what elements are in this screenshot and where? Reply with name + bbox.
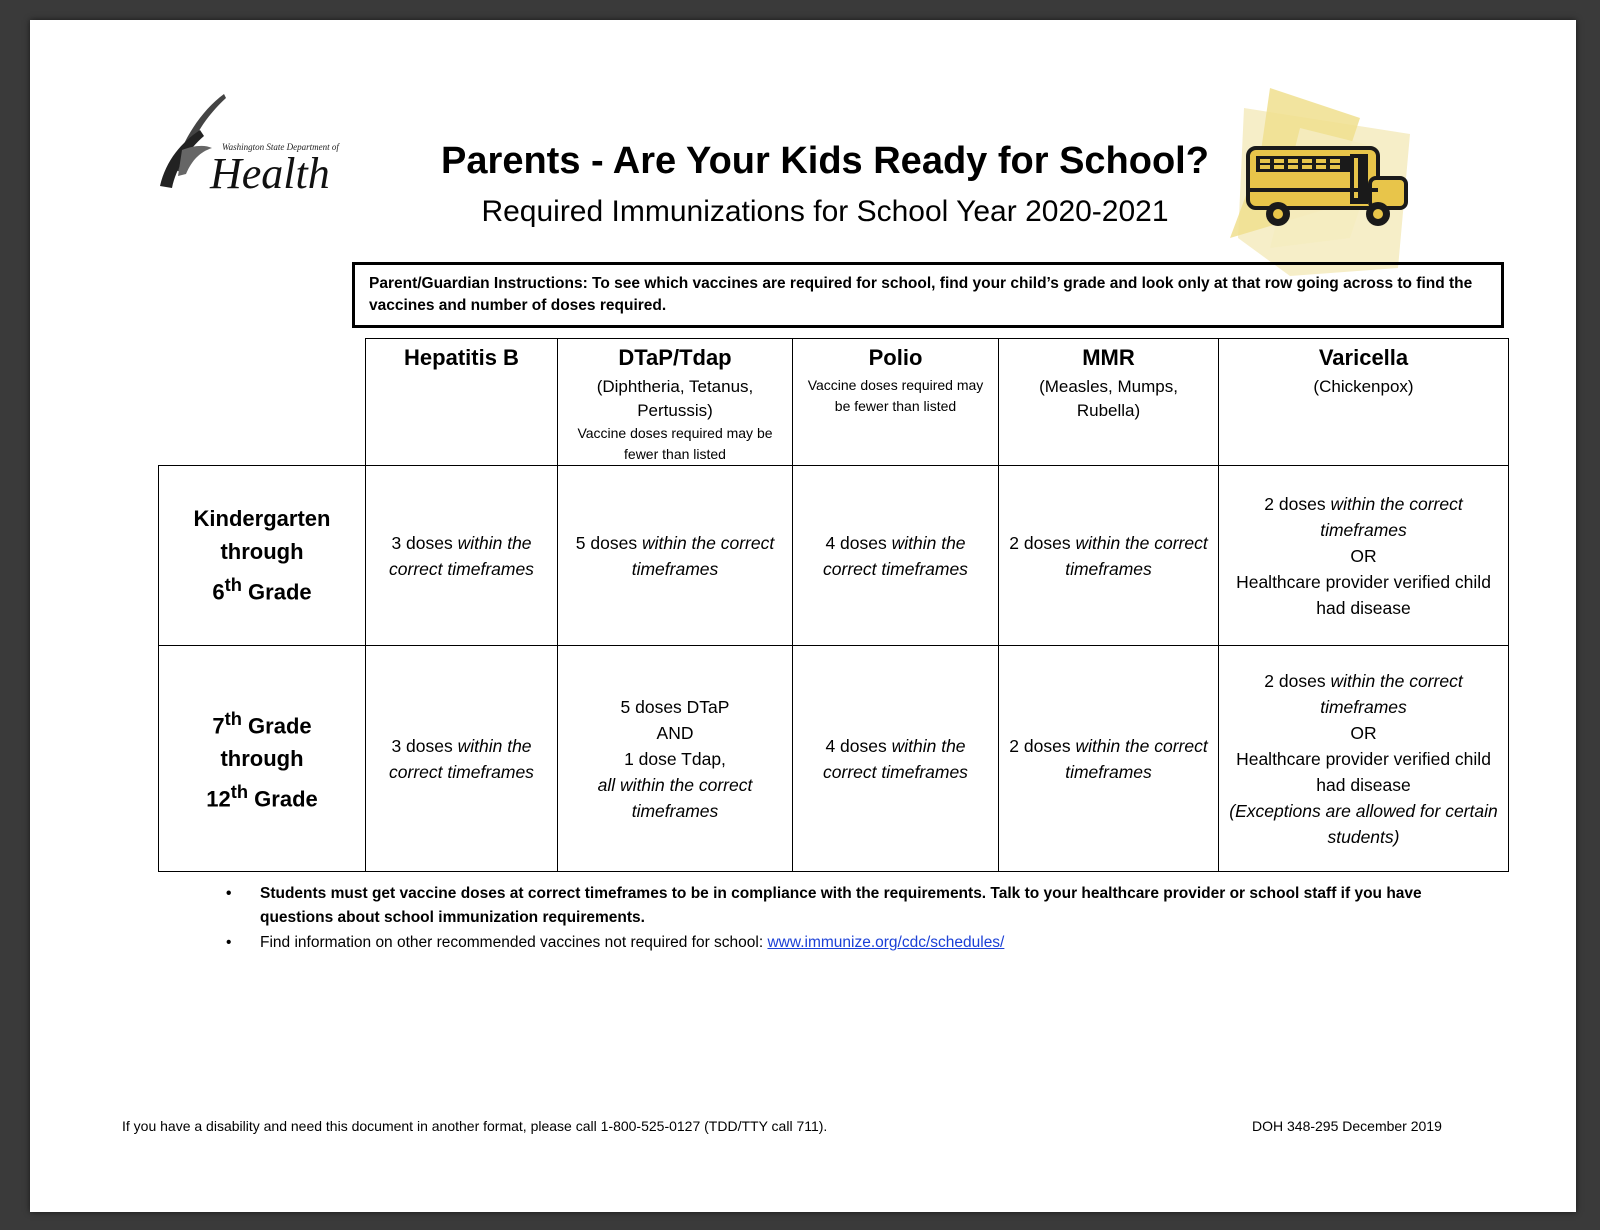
vaccine-subtitle: (Measles, Mumps, Rubella) (1039, 377, 1178, 420)
header-dtap-tdap (558, 339, 793, 466)
dose-timing: within the correct timeframes (823, 735, 968, 782)
and-text: AND (656, 722, 694, 743)
vaccine-subtitle: (Diphtheria, Tetanus, Pertussis) (596, 377, 754, 420)
dose-timing: all within the correct timeframes (597, 774, 753, 821)
note-text: Students must get vaccine doses at correct timeframes to be in compliance with the requirements. Talk to your healthcare provider or school staff if you have questions about school immunization requirements. (260, 885, 1422, 926)
dose-timing: within the correct timeframes (389, 532, 534, 579)
notes-list (226, 882, 1456, 956)
vaccine-note: Vaccine doses required may be fewer than listed (807, 377, 984, 414)
dose-count: 4 doses (825, 735, 892, 756)
grade-line: Kindergarten (193, 506, 331, 532)
list-item (226, 882, 1456, 930)
vaccine-note: Vaccine doses required may be fewer than listed (577, 425, 773, 462)
header-varicella (1219, 339, 1509, 466)
dose-count: 4 doses (825, 532, 892, 553)
grade-ordinal: th (230, 781, 249, 802)
dose-count: 2 doses (1264, 670, 1331, 691)
header-hepatitis-b (366, 339, 558, 466)
school-bus-icon (1210, 88, 1410, 278)
cell-hepb-7-12 (366, 646, 558, 872)
dose-timing: within the correct timeframes (1065, 735, 1208, 782)
grade-line: through (220, 539, 304, 565)
disease-alternative: Healthcare provider verified child had disease (1236, 571, 1491, 618)
cell-varicella-k-6 (1219, 466, 1509, 646)
grade-line: through (220, 746, 304, 771)
dose-count: 3 doses (391, 735, 458, 756)
header-corner-cell (159, 339, 366, 466)
cell-varicella-7-12 (1219, 646, 1509, 872)
dose-count: 2 doses (1009, 735, 1076, 756)
grade-suffix: Grade (241, 713, 312, 738)
dose-count: 1 dose Tdap, (624, 748, 726, 769)
table-row-k-6 (159, 466, 1509, 646)
cell-mmr-k-6 (999, 466, 1219, 646)
table-row-7-12 (159, 646, 1509, 872)
bullet-icon: • (226, 934, 232, 951)
grade-label-k-6 (159, 466, 366, 646)
bullet-icon: • (226, 885, 232, 902)
dose-timing: within the correct timeframes (823, 532, 968, 579)
dose-timing: within the correct timeframes (1320, 670, 1463, 717)
dose-count: 2 doses (1264, 493, 1331, 514)
dose-timing: within the correct timeframes (631, 532, 775, 579)
or-text: OR (1350, 545, 1377, 566)
document-id: DOH 348-295 December 2019 (1252, 1118, 1442, 1134)
dose-timing: within the correct timeframes (1065, 532, 1208, 579)
grade-suffix: Grade (241, 579, 312, 605)
cell-polio-k-6 (793, 466, 999, 646)
cell-mmr-7-12 (999, 646, 1219, 872)
vaccine-name: Polio (868, 345, 923, 370)
header-mmr (999, 339, 1219, 466)
vaccine-name: Varicella (1318, 345, 1409, 370)
vaccine-name: DTaP/Tdap (618, 345, 732, 370)
cell-hepb-k-6 (366, 466, 558, 646)
cell-polio-7-12 (793, 646, 999, 872)
exceptions-note: (Exceptions are allowed for certain students) (1229, 800, 1498, 847)
page-subtitle: Required Immunizations for School Year 2020-2021 (481, 195, 1169, 228)
grade-ordinal: th (224, 574, 242, 596)
dose-count: 2 doses (1009, 532, 1076, 553)
header-polio (793, 339, 999, 466)
document-page (30, 20, 1576, 1212)
dose-count: 3 doses (391, 532, 458, 553)
cell-dtap-7-12 (558, 646, 793, 872)
grade-suffix: Grade (248, 786, 318, 812)
grade-number: 7 (212, 713, 225, 738)
logo-small-text: Washington State Department of (222, 142, 339, 152)
dose-timing: within the correct timeframes (389, 735, 534, 782)
or-text: OR (1350, 722, 1377, 743)
immunization-table (158, 338, 1509, 872)
note-text: Find information on other recommended vaccines not required for school: (260, 934, 768, 951)
vaccine-name: MMR (1082, 345, 1135, 370)
dose-count: 5 doses DTaP (620, 696, 730, 717)
grade-label-7-12 (159, 646, 366, 872)
parent-instructions-box: Parent/Guardian Instructions: To see which vaccines are required for school, find your child’s grade and look only at that row going across to find the vaccines and number of doses required. (352, 262, 1504, 328)
dose-timing: within the correct timeframes (1320, 493, 1463, 540)
vaccine-header-row (159, 339, 1509, 466)
dose-count: 5 doses (575, 532, 642, 553)
logo-health-text: Health (210, 149, 330, 198)
doh-logo (152, 90, 362, 200)
grade-number: 12 (206, 786, 231, 812)
cell-dtap-k-6 (558, 466, 793, 646)
disease-alternative: Healthcare provider verified child had disease (1236, 748, 1491, 795)
vaccine-name: Hepatitis B (404, 345, 519, 370)
vaccine-subtitle: (Chickenpox) (1313, 377, 1414, 396)
page-title: Parents - Are Your Kids Ready for School? (441, 140, 1209, 182)
grade-ordinal: th (224, 707, 242, 729)
list-item (226, 931, 1456, 955)
accessibility-footer: If you have a disability and need this document in another format, please call 1-800-525-0127 (TDD/TTY call 711). (122, 1118, 828, 1134)
grade-number: 6 (212, 579, 225, 605)
immunize-schedules-link[interactable]: www.immunize.org/cdc/schedules/ (767, 934, 1005, 951)
